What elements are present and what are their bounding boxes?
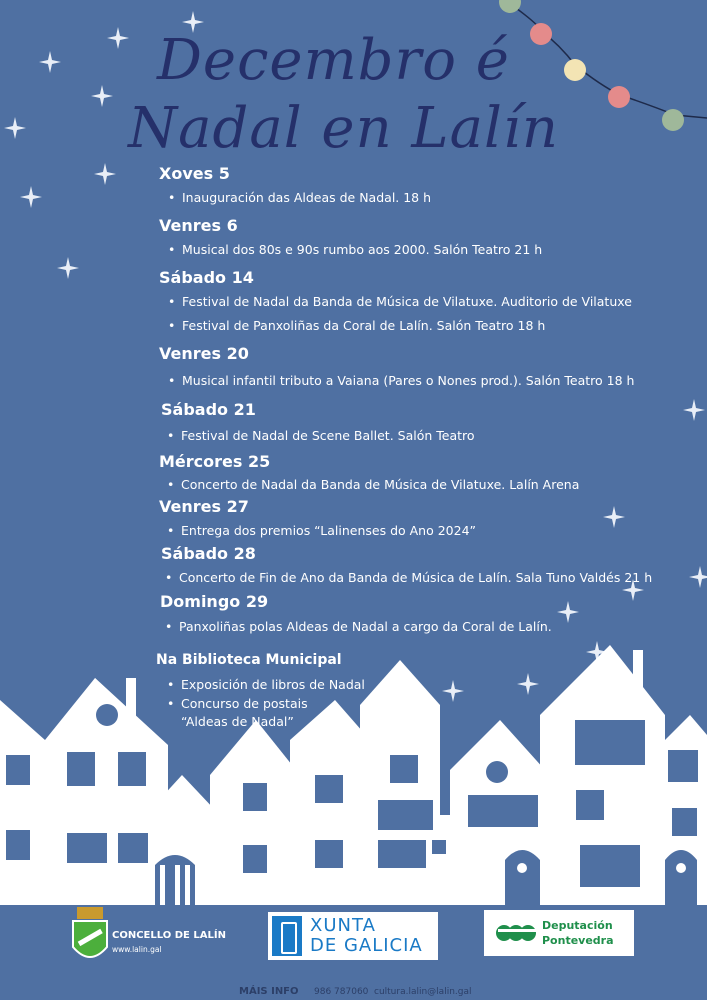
event-item: • Festival de Panxoliñas da Coral de Lalín. Salón Teatro 18 h [182,318,545,333]
library-heading: Na Biblioteca Municipal [156,652,342,668]
event-item: • Panxoliñas polas Aldeas de Nadal a cargo da Coral de Lalín. [179,619,552,634]
day-heading: Sábado 21 [161,400,256,419]
event-item: • Festival de Nadal da Banda de Música de Vilatuxe. Auditorio de Vilatuxe [182,294,632,309]
day-heading: Sábado 28 [161,544,256,563]
library-item: “Aldeas de Nadal” [181,714,294,729]
event-item: • Concerto de Nadal da Banda de Música de Vilatuxe. Lalín Arena [181,477,579,492]
concello-logo [60,905,226,970]
xunta-emblem-icon [272,916,302,956]
info-label: MÁIS INFO [239,986,299,997]
xunta-line-2: DE GALICIA [310,935,423,956]
deputacion-logo [484,910,634,956]
deputacion-line-1: Deputación [542,919,613,932]
day-heading: Venres 20 [159,344,249,363]
event-item: • Musical dos 80s e 90s rumbo aos 2000. Salón Teatro 21 h [182,242,542,257]
library-item: • Exposición de libros de Nadal [181,677,365,692]
event-item: • Musical infantil tributo a Vaiana (Pares o Nones prod.). Salón Teatro 18 h [182,373,634,388]
event-item: • Festival de Nadal de Scene Ballet. Salón Teatro [181,428,475,443]
xunta-logo [268,912,438,960]
deputacion-line-2: Pontevedra [542,934,614,947]
day-heading: Xoves 5 [159,164,230,183]
concello-web: www.lalin.gal [112,945,162,954]
library-item: • Concurso de postais [181,696,308,711]
title-line-1: Decembro é [157,28,510,93]
xunta-line-1: XUNTA [310,915,376,936]
day-heading: Venres 6 [159,216,238,235]
deputacion-emblem-icon [496,918,538,948]
info-phone: 986 787060 [314,987,369,997]
concello-name: CONCELLO DE LALÍN [112,930,226,941]
info-email: cultura.lalin@lalin.gal [374,987,472,997]
day-heading: Venres 27 [159,497,249,516]
day-heading: Domingo 29 [160,592,269,611]
coat-of-arms-icon [65,905,115,967]
event-item: • Concerto de Fin de Ano da Banda de Música de Lalín. Sala Tuno Valdés 21 h [179,570,652,585]
day-heading: Sábado 14 [159,268,254,287]
title-line-2: Nadal en Lalín [128,96,559,161]
day-heading: Mércores 25 [159,452,271,471]
event-item: • Entrega dos premios “Lalinenses do Ano 2024” [181,523,476,538]
event-item: • Inauguración das Aldeas de Nadal. 18 h [182,190,431,205]
